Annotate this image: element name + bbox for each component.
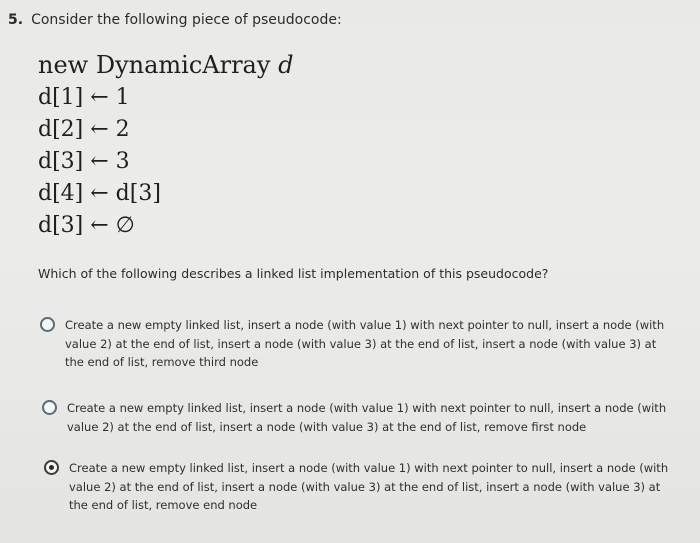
radio-button-1[interactable] xyxy=(40,317,55,332)
code-line-2: d[1] ← 1 xyxy=(38,85,130,110)
answer-option-1-text: Create a new empty linked list, insert a node (with value 1) with next pointer to null, insert a node (with value 2) at the end of list, insert a node (with value 3) at the end of list, insert a node (with value 3) at the end of list, remove third node xyxy=(65,318,665,369)
code-line-1 xyxy=(38,48,293,82)
answer-option-2-text: Create a new empty linked list, insert a node (with value 1) with next pointer to null, insert a node (with value 2) at the end of list, insert a node (with value 3) at the end of list, remove first node xyxy=(67,401,667,434)
question-prompt: Which of the following describes a linked list implementation of this pseudocode? xyxy=(38,266,549,281)
answer-option-3[interactable] xyxy=(44,459,669,515)
radio-button-3[interactable] xyxy=(44,460,59,475)
radio-button-2[interactable] xyxy=(42,400,57,415)
code-line-3: d[2] ← 2 xyxy=(38,117,130,142)
code-keyword: new DynamicArray xyxy=(38,51,271,79)
pseudocode-block xyxy=(38,48,293,242)
code-line-5: d[4] ← d[3] xyxy=(38,181,161,206)
code-line-6: d[3] ← ∅ xyxy=(38,213,135,238)
question-header xyxy=(8,12,342,28)
question-number: 5. xyxy=(8,12,24,28)
answer-option-2[interactable] xyxy=(42,399,667,436)
code-variable: d xyxy=(278,51,294,79)
question-text: Consider the following piece of pseudocode: xyxy=(31,12,342,28)
code-line-4: d[3] ← 3 xyxy=(38,149,130,174)
answer-option-1[interactable] xyxy=(40,316,665,372)
answer-option-3-text: Create a new empty linked list, insert a node (with value 1) with next pointer to null, insert a node (with value 2) at the end of list, insert a node (with value 3) at the end of list, insert a node (with value 3) at the end of list, remove end node xyxy=(69,461,669,512)
